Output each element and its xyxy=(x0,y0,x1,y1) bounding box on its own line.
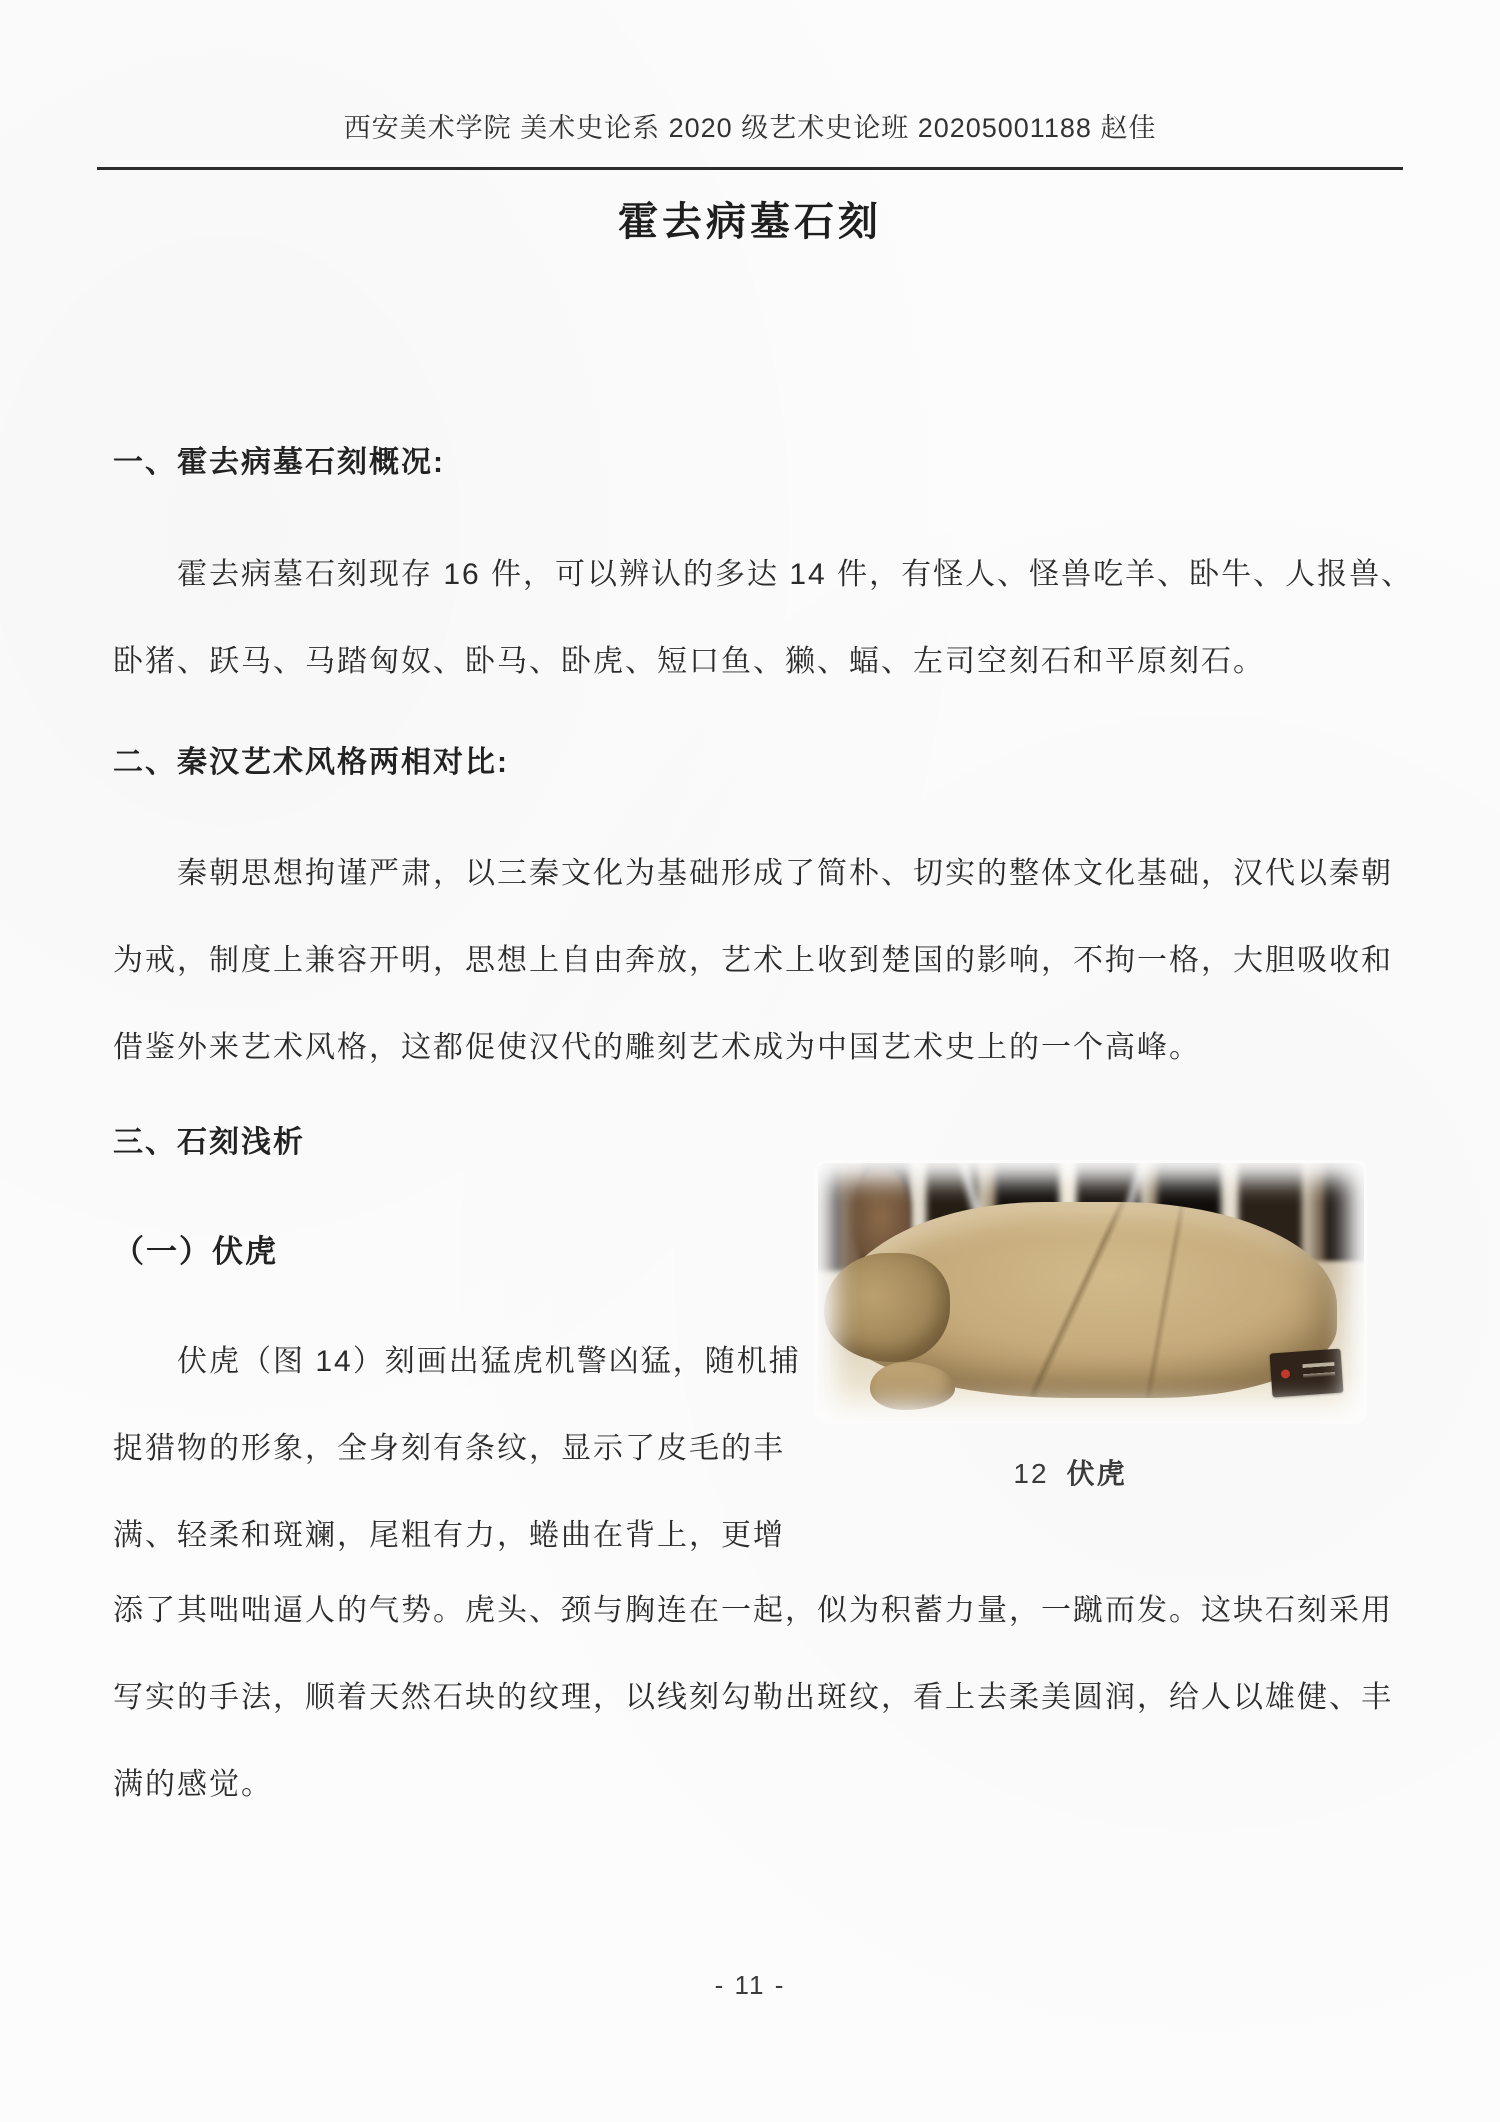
figure-caption-number: 12 xyxy=(1013,1458,1049,1489)
section1-heading: 一、霍去病墓石刻概况: xyxy=(113,446,445,479)
page-number: - 11 - xyxy=(714,1970,786,2000)
section1-line-1: 霍去病墓石刻现存 16 件，可以辨认的多达 14 件，有怪人、怪兽吃羊、卧牛、人报兽、 xyxy=(177,558,1414,591)
section1-line-2: 卧猪、跃马、马踏匈奴、卧马、卧虎、短口鱼、獭、蝠、左司空刻石和平原刻石。 xyxy=(113,645,1265,678)
section3-line-4: 添了其咄咄逼人的气势。虎头、颈与胸连在一起，似为积蓄力量，一蹴而发。这块石刻采用 xyxy=(113,1594,1393,1627)
section3-line-2: 捉猎物的形象，全身刻有条纹，显示了皮毛的丰 xyxy=(113,1432,785,1465)
figure-caption-label: 伏虎 xyxy=(1066,1458,1127,1489)
stone-tiger-body xyxy=(834,1202,1336,1398)
section3-line-5: 写实的手法，顺着天然石块的纹理，以线刻勾勒出斑纹，看上去柔美圆润，给人以雄健、丰 xyxy=(113,1681,1393,1714)
stone-tiger-paw xyxy=(870,1362,955,1409)
section3-heading: 三、石刻浅析 xyxy=(113,1126,305,1159)
section2-line-1: 秦朝思想拘谨严肃，以三秦文化为基础形成了简朴、切实的整体文化基础，汉代以秦朝 xyxy=(177,857,1393,890)
section3-line-6: 满的感觉。 xyxy=(113,1768,273,1801)
section2-heading: 二、秦汉艺术风格两相对比: xyxy=(113,746,509,779)
section2-line-3: 借鉴外来艺术风格，这都促使汉代的雕刻艺术成为中国艺术史上的一个高峰。 xyxy=(113,1031,1201,1064)
section2-line-2: 为戒，制度上兼容开明，思想上自由奔放，艺术上收到楚国的影响，不拘一格，大胆吸收和 xyxy=(113,944,1393,977)
figure-caption xyxy=(795,1452,1345,1492)
photo-frame xyxy=(818,1163,1364,1421)
page-header: 西安美术学院 美术史论系 2020 级艺术史论班 20205001188 赵佳 xyxy=(343,113,1157,143)
section3-line-3: 满、轻柔和斑斓，尾粗有力，蜷曲在背上，更增 xyxy=(113,1519,785,1552)
section3-line-1: 伏虎（图 14）刻画出猛虎机警凶猛，随机捕 xyxy=(177,1345,801,1378)
stone-tiger-head xyxy=(824,1253,950,1363)
header-divider xyxy=(97,167,1403,170)
section3-subheading: （一）伏虎 xyxy=(113,1234,278,1269)
museum-plaque xyxy=(1270,1349,1344,1398)
page-title: 霍去病墓石刻 xyxy=(618,200,882,244)
stone-tiger-photo xyxy=(818,1163,1364,1421)
